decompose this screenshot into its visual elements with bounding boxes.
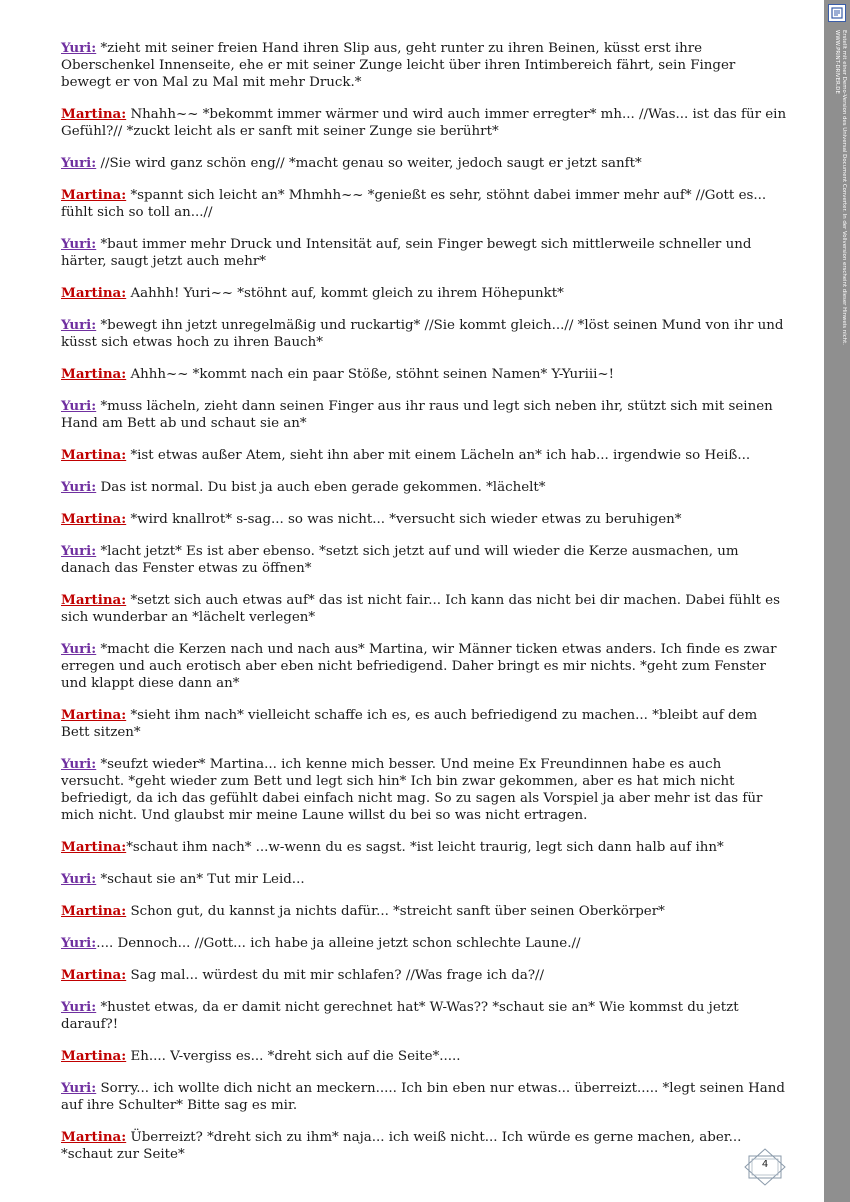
dialogue-line bbox=[61, 543, 787, 577]
dialogue-line bbox=[61, 317, 787, 351]
dialogue-text: Ahhh~~ *kommt nach ein paar Stöße, stöhnt seinen Namen* Y-Yuriii~! bbox=[126, 367, 615, 382]
dialogue-line bbox=[61, 935, 787, 952]
dialogue-line bbox=[61, 447, 787, 464]
speaker-label: Yuri: bbox=[61, 641, 97, 657]
dialogue-line bbox=[61, 155, 787, 172]
dialogue-line bbox=[61, 903, 787, 920]
speaker-label: Martina: bbox=[61, 187, 127, 203]
dialogue-line bbox=[61, 707, 787, 741]
dialogue-line bbox=[61, 1080, 787, 1114]
speaker-label: Yuri: bbox=[61, 999, 97, 1015]
dialogue-text: .... Dennoch... //Gott... ich habe ja alleine jetzt schon schlechte Laune.// bbox=[96, 936, 581, 951]
dialogue-text: *bewegt ihn jetzt unregelmäßig und ruckartig* //Sie kommt gleich...// *löst seinen Mund von ihr und küsst sich etwas hoch zu ihren Bauch* bbox=[61, 318, 784, 350]
dialogue-text: //Sie wird ganz schön eng// *macht genau so weiter, jedoch saugt er jetzt sanft* bbox=[96, 156, 642, 171]
dialogue-line bbox=[61, 756, 787, 824]
dialogue-text: *seufzt wieder* Martina... ich kenne mich besser. Und meine Ex Freundinnen habe es auch versucht. *geht wieder zum Bett und legt sich hin* Ich bin zwar gekommen, aber es hat mich nicht befriedigt, da ich das gefühlt dabei einfach nicht mag. So zu sagen als Vorspiel ja aber mehr ist das für mich nicht. Und glaubst mir meine Laune willst du bei so was nicht ertragen. bbox=[61, 757, 763, 823]
dialogue-text: *schaut sie an* Tut mir Leid... bbox=[96, 872, 305, 887]
dialogue-line bbox=[61, 967, 787, 984]
dialogue-text: *wird knallrot* s-sag... so was nicht... *versucht sich wieder etwas zu beruhigen* bbox=[126, 512, 682, 527]
demo-watermark-sidebar bbox=[824, 0, 850, 1202]
speaker-label: Yuri: bbox=[61, 40, 97, 56]
watermark-text bbox=[827, 30, 847, 345]
speaker-label: Martina: bbox=[61, 285, 127, 301]
dialogue-line bbox=[61, 187, 787, 221]
dialogue-line bbox=[61, 40, 787, 91]
dialogue-text: *spannt sich leicht an* Mhmhh~~ *genießt es sehr, stöhnt dabei immer mehr auf* //Gott es... fühlt sich so toll an...// bbox=[61, 188, 767, 220]
speaker-label: Martina: bbox=[61, 839, 127, 855]
dialogue-text: Überreizt? *dreht sich zu ihm* naja... ich weiß nicht... Ich würde es gerne machen, aber... *schaut zur Seite* bbox=[61, 1130, 742, 1162]
watermark-notice: Erstellt mit einer Demo-Version des Universal Document Converter. In der Vollversion erscheint dieser Hinweis nicht. bbox=[841, 30, 847, 345]
dialogue-line bbox=[61, 285, 787, 302]
document-converter-icon bbox=[828, 4, 846, 22]
speaker-label: Yuri: bbox=[61, 317, 97, 333]
dialogue-text: *sieht ihm nach* vielleicht schaffe ich es, es auch befriedigend zu machen... *bleibt auf dem Bett sitzen* bbox=[61, 708, 758, 740]
dialogue-text: Eh.... V-vergiss es... *dreht sich auf die Seite*..... bbox=[126, 1049, 461, 1064]
speaker-label: Yuri: bbox=[61, 236, 97, 252]
speaker-label: Yuri: bbox=[61, 398, 97, 414]
speaker-label: Martina: bbox=[61, 366, 127, 382]
dialogue-text: *muss lächeln, zieht dann seinen Finger aus ihr raus und legt sich neben ihr, stützt sich mit seinen Hand am Bett ab und schaut sie an* bbox=[61, 399, 773, 431]
dialogue-text: *hustet etwas, da er damit nicht gerechnet hat* W-Was?? *schaut sie an* Wie kommst du jetzt darauf?! bbox=[61, 1000, 739, 1032]
dialogue-line bbox=[61, 999, 787, 1033]
dialogue-line bbox=[61, 592, 787, 626]
speaker-label: Martina: bbox=[61, 707, 127, 723]
speaker-label: Martina: bbox=[61, 1129, 127, 1145]
dialogue-line bbox=[61, 236, 787, 270]
dialogue-text: *baut immer mehr Druck und Intensität auf, sein Finger bewegt sich mittlerweile schneller und härter, saugt jetzt auch mehr* bbox=[61, 237, 752, 269]
speaker-label: Yuri: bbox=[61, 479, 97, 495]
dialogue-line bbox=[61, 106, 787, 140]
dialogue-line bbox=[61, 398, 787, 432]
dialogue-transcript bbox=[61, 40, 787, 1178]
dialogue-text: *schaut ihm nach* ...w-wenn du es sagst. *ist leicht traurig, legt sich dann halb auf ihn* bbox=[126, 840, 724, 855]
dialogue-text: *macht die Kerzen nach und nach aus* Martina, wir Männer ticken etwas anders. Ich finde es zwar erregen und auch erotisch aber eben nicht befriedigend. Daher bringt es mir nichts. *geht zum Fenster und klappt diese dann an* bbox=[61, 642, 777, 691]
speaker-label: Martina: bbox=[61, 967, 127, 983]
dialogue-line bbox=[61, 871, 787, 888]
speaker-label: Martina: bbox=[61, 1048, 127, 1064]
speaker-label: Yuri: bbox=[61, 155, 97, 171]
dialogue-line bbox=[61, 366, 787, 383]
dialogue-text: *zieht mit seiner freien Hand ihren Slip aus, geht runter zu ihren Beinen, küsst erst ihre Oberschenkel Innenseite, ehe er mit seiner Zunge leicht über ihren Intimbereich fährt, sein Finger bewegt er von Mal zu Mal mit mehr Druck.* bbox=[61, 41, 736, 90]
dialogue-line bbox=[61, 479, 787, 496]
dialogue-text: *lacht jetzt* Es ist aber ebenso. *setzt sich jetzt auf und will wieder die Kerze ausmachen, um danach das Fenster etwas zu öffnen* bbox=[61, 544, 739, 576]
dialogue-text: *setzt sich auch etwas auf* das ist nicht fair... Ich kann das nicht bei dir machen. Dabei fühlt es sich wunderbar an *lächelt verlegen* bbox=[61, 593, 780, 625]
speaker-label: Yuri: bbox=[61, 543, 97, 559]
watermark-url: WWW.PRINT-DRIVER.DE bbox=[834, 30, 840, 94]
speaker-label: Martina: bbox=[61, 592, 127, 608]
dialogue-line bbox=[61, 839, 787, 856]
dialogue-text: Nhahh~~ *bekommt immer wärmer und wird auch immer erregter* mh... //Was... ist das für ein Gefühl?// *zuckt leicht als er sanft mit seiner Zunge sie berührt* bbox=[61, 107, 787, 139]
speaker-label: Martina: bbox=[61, 447, 127, 463]
dialogue-line bbox=[61, 641, 787, 692]
page-number-text: 4 bbox=[761, 1159, 769, 1170]
speaker-label: Martina: bbox=[61, 106, 127, 122]
speaker-label: Martina: bbox=[61, 903, 127, 919]
dialogue-text: Aahhh! Yuri~~ *stöhnt auf, kommt gleich zu ihrem Höhepunkt* bbox=[126, 286, 564, 301]
speaker-label: Martina: bbox=[61, 511, 127, 527]
dialogue-line bbox=[61, 511, 787, 528]
page-number bbox=[744, 1148, 786, 1186]
speaker-label: Yuri: bbox=[61, 871, 97, 887]
dialogue-text: Sorry... ich wollte dich nicht an meckern..... Ich bin eben nur etwas... überreizt..... *legt seinen Hand auf ihre Schulter* Bitte sag es mir. bbox=[61, 1081, 785, 1113]
dialogue-line bbox=[61, 1048, 787, 1065]
dialogue-line bbox=[61, 1129, 787, 1163]
speaker-label: Yuri: bbox=[61, 935, 97, 951]
dialogue-text: Das ist normal. Du bist ja auch eben gerade gekommen. *lächelt* bbox=[96, 480, 546, 495]
dialogue-text: Sag mal... würdest du mit mir schlafen? //Was frage ich da?// bbox=[126, 968, 545, 983]
dialogue-text: *ist etwas außer Atem, sieht ihn aber mit einem Lächeln an* ich hab... irgendwie so Heiß... bbox=[126, 448, 751, 463]
dialogue-text: Schon gut, du kannst ja nichts dafür... *streicht sanft über seinen Oberkörper* bbox=[126, 904, 665, 919]
speaker-label: Yuri: bbox=[61, 1080, 97, 1096]
speaker-label: Yuri: bbox=[61, 756, 97, 772]
